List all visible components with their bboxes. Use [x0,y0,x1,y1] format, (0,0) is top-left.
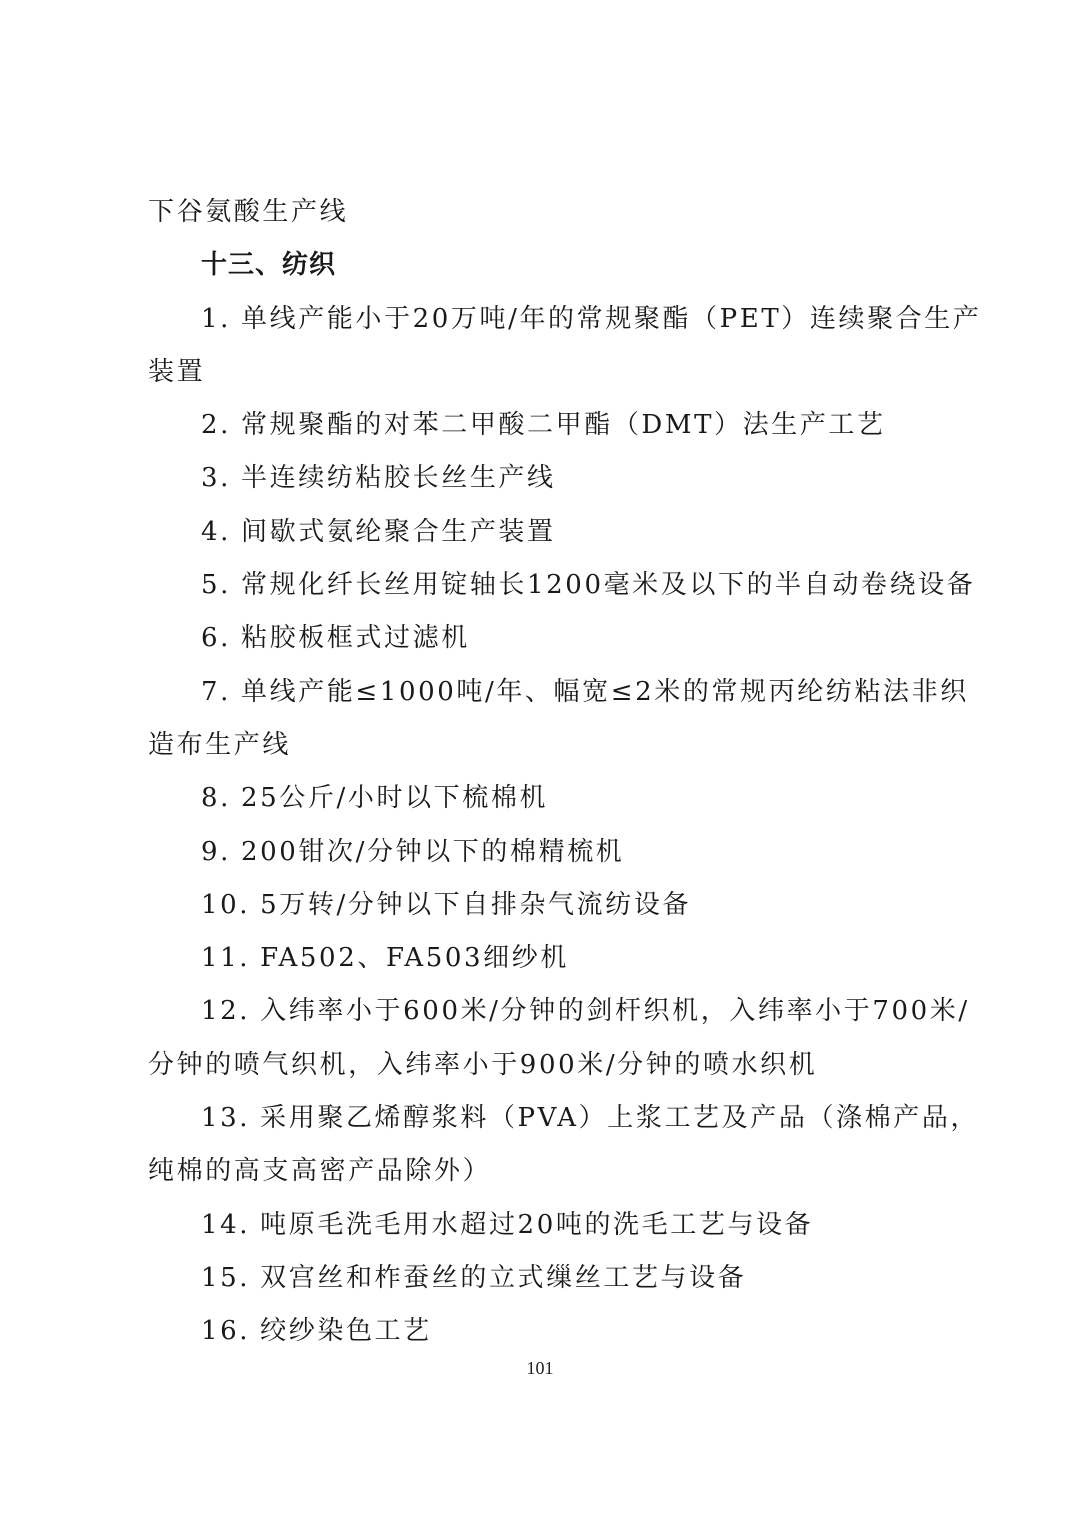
list-item-5 [148,559,976,612]
list-item-2 [148,399,938,452]
item-number: 6. [201,623,232,654]
item-number: 9. [201,836,232,867]
item-number: 11. [201,943,251,974]
item-number: 15. [201,1262,251,1293]
item-number: 8. [201,783,232,814]
list-item-1 [148,293,982,346]
list-item-10 [148,879,938,932]
section-heading: 十三、纺织 [201,250,337,281]
item-number: 12. [201,996,251,1027]
list-item-16 [148,1305,938,1358]
item-number: 14. [201,1209,251,1240]
item-text: 吨原毛洗毛用水超过20吨的洗毛工艺与设备 [260,1209,814,1240]
item-number: 13. [201,1103,251,1134]
item-text: 常规聚酯的对苯二甲酸二甲酯（DMT）法生产工艺 [241,410,886,441]
item-text: 单线产能≤1000吨/年、幅宽≤2米的常规丙纶纺粘法非织 [241,676,969,707]
item-text: 25公斤/小时以下梳棉机 [241,783,549,814]
page-number: 101 [526,1358,554,1378]
item-text: 单线产能小于20万吨/年的常规聚酯（PET）连续聚合生产 [241,303,982,334]
list-item-15 [148,1252,938,1305]
item-number: 2. [201,410,232,441]
item-number: 1. [201,303,232,334]
item-text: 采用聚乙烯醇浆料（PVA）上浆工艺及产品（涤棉产品， [260,1103,980,1134]
list-item-4 [148,506,938,559]
item-number: 4. [201,516,232,547]
list-item-12-continuation: 分钟的喷气织机，入纬率小于900米/分钟的喷水织机 [148,1049,818,1080]
item-number: 16. [201,1316,251,1347]
item-number: 5. [201,570,232,601]
list-item-11 [148,932,938,985]
list-item-8 [148,772,938,825]
list-item-6 [148,612,938,665]
list-item-12 [148,985,970,1038]
list-item-7-continuation: 造布生产线 [148,729,292,760]
item-text: 粘胶板框式过滤机 [241,623,470,654]
item-text: 入纬率小于600米/分钟的剑杆织机，入纬率小于700米/ [260,996,970,1027]
list-item-14 [148,1199,938,1252]
item-text: 绞纱染色工艺 [260,1316,432,1347]
list-item-9 [148,826,938,879]
item-text: FA502、FA503细纱机 [260,943,569,974]
list-item-7 [148,666,969,719]
list-item-13-continuation: 纯棉的高支高密产品除外） [148,1156,492,1187]
item-text: 常规化纤长丝用锭轴长1200毫米及以下的半自动卷绕设备 [241,570,976,601]
list-item-3 [148,452,938,505]
item-number: 10. [201,889,251,920]
document-body [148,186,982,1359]
list-item-1-continuation: 装置 [148,356,206,387]
continuation-line: 下谷氨酸生产线 [148,197,349,227]
item-text: 双宫丝和柞蚕丝的立式缫丝工艺与设备 [260,1262,747,1293]
item-text: 200钳次/分钟以下的棉精梳机 [241,836,625,867]
item-text: 半连续纺粘胶长丝生产线 [241,463,556,494]
item-number: 3. [201,463,232,494]
list-item-13 [148,1092,980,1145]
item-text: 5万转/分钟以下自排杂气流纺设备 [260,889,692,920]
item-text: 间歇式氨纶聚合生产装置 [241,516,556,547]
item-number: 7. [201,676,232,707]
